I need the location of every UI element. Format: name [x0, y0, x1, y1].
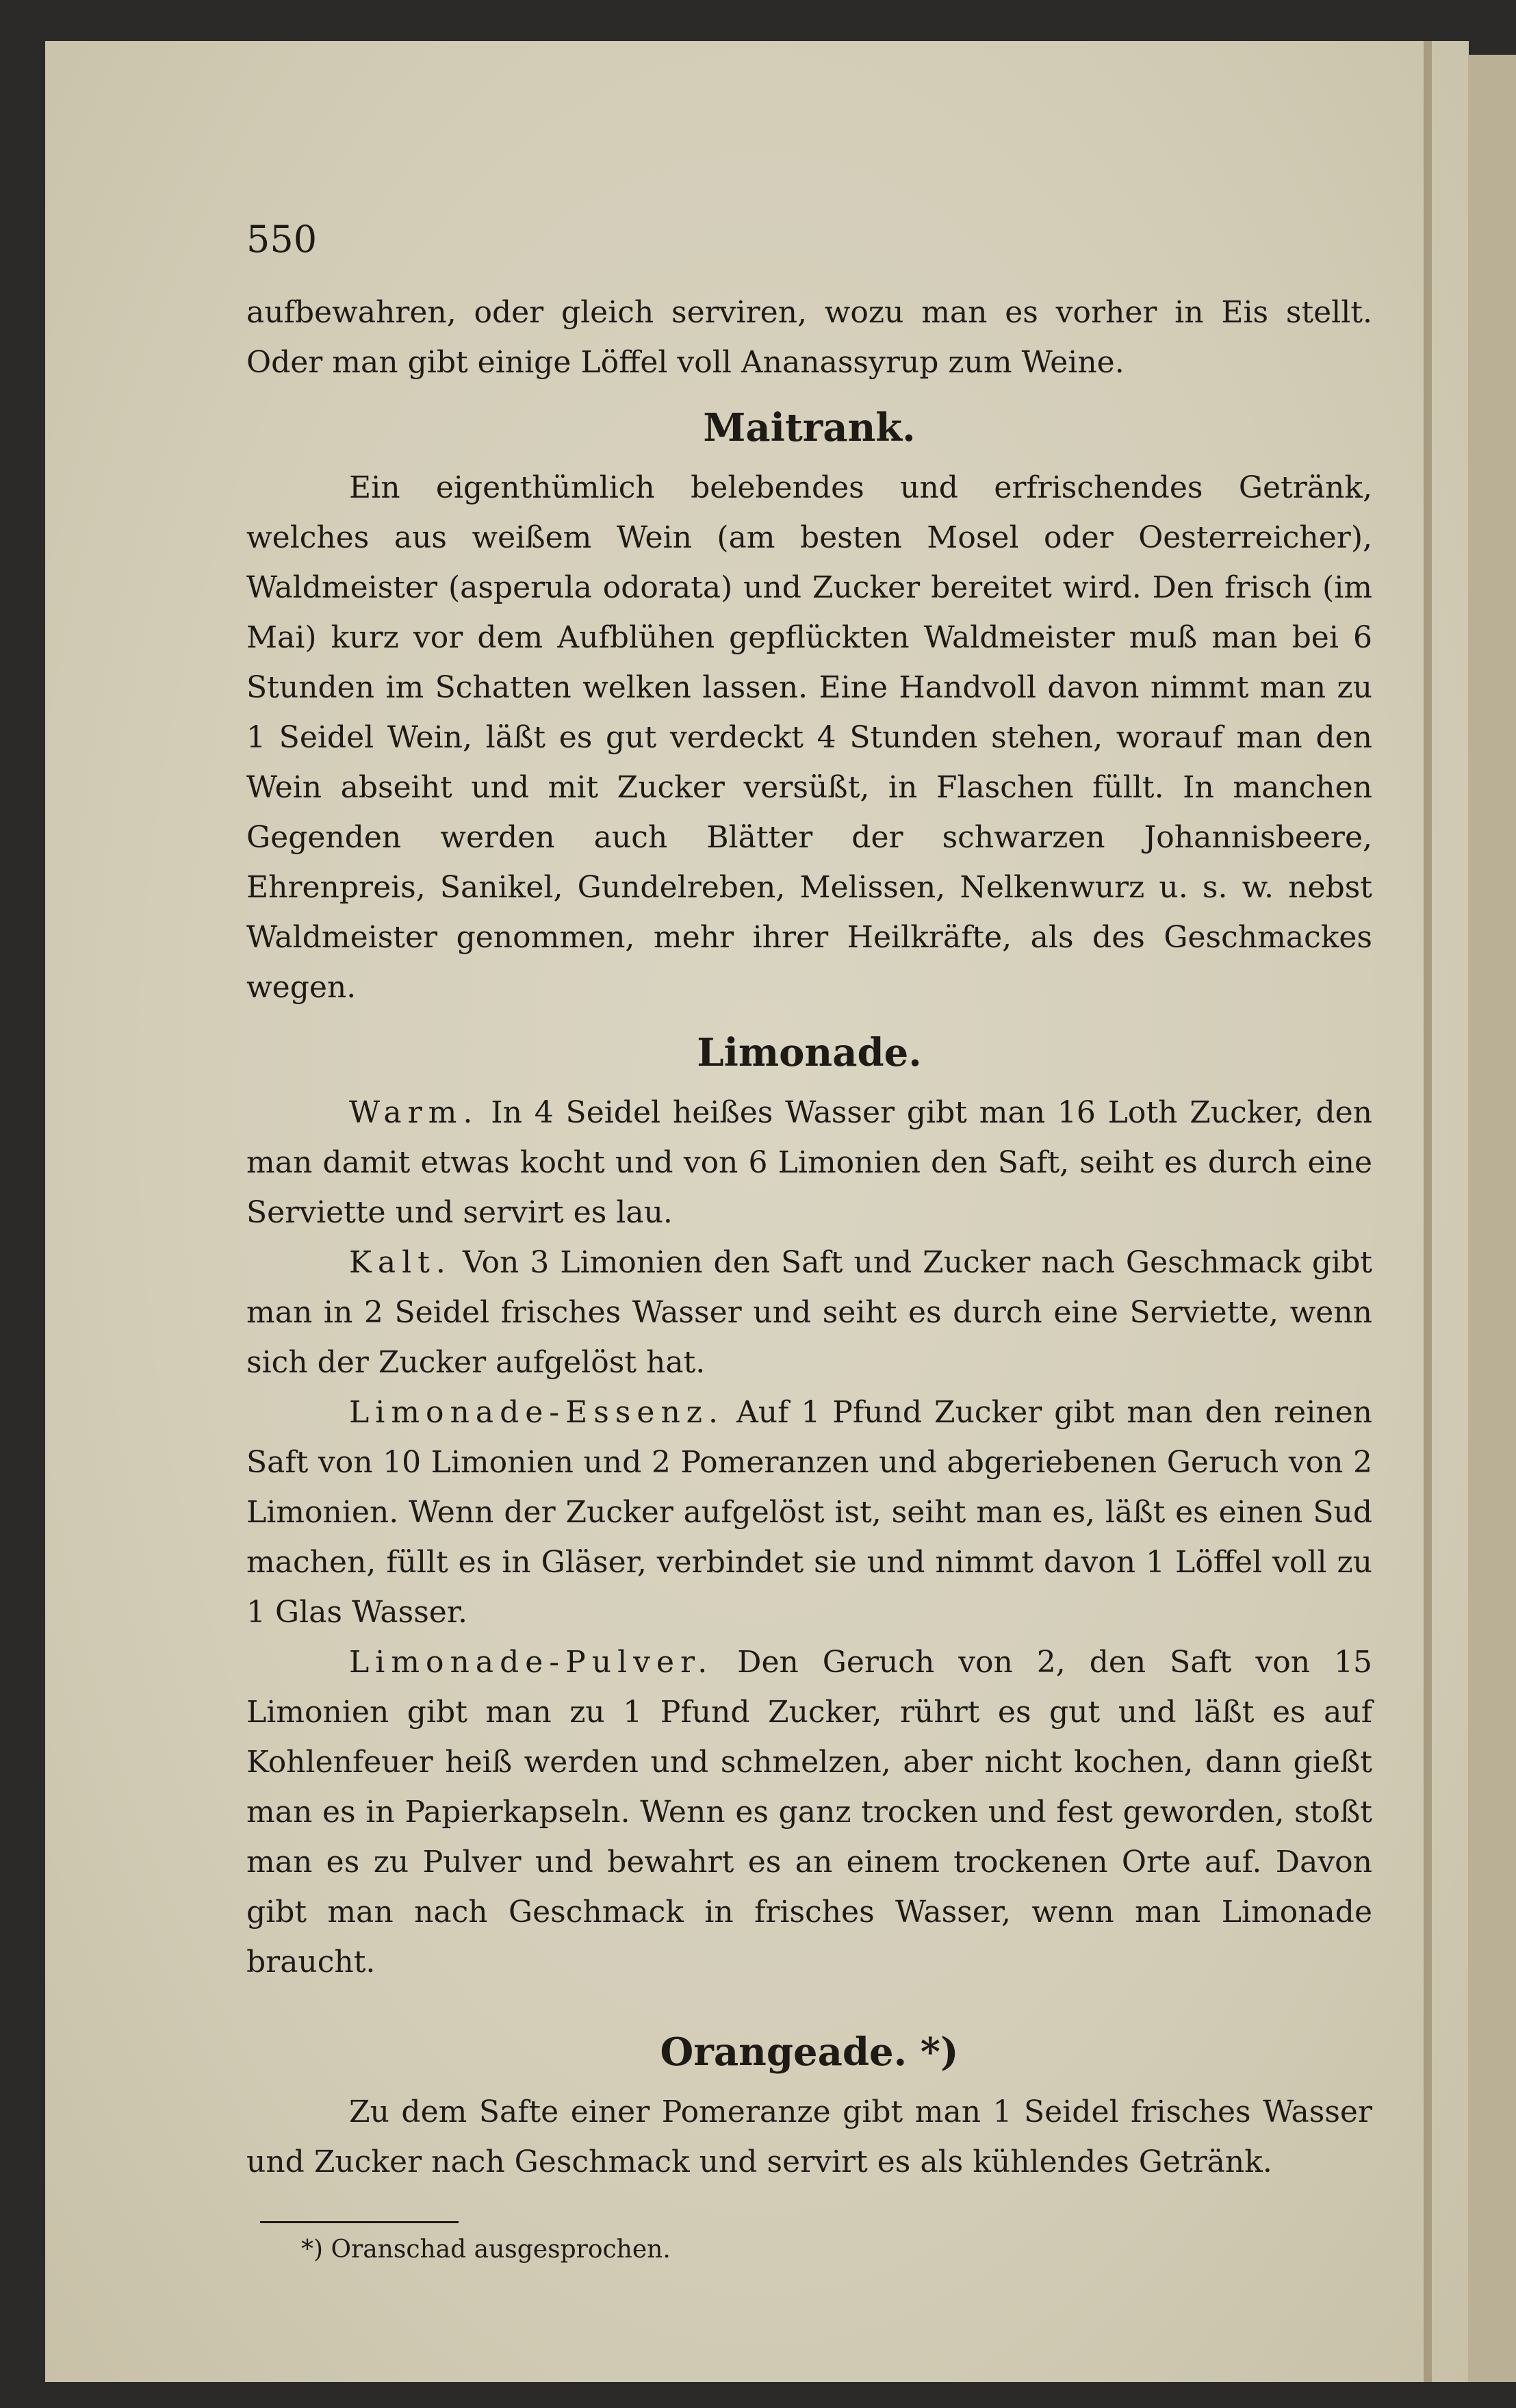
limonade-essenz-text: Auf 1 Pfund Zucker gibt man den reinen Saft von 10 Limonien und 2 Pomeranzen und abgeriebenen Geruch von 2 Limonien. Wenn der Zucker aufgelöst ist, seiht man es, läßt es einen Sud machen, füllt es in Gläser, verbindet sie und nimmt davon 1 Löffel voll zu 1 Glas Wasser.	[246, 1395, 1372, 1630]
limonade-essenz-label: Limonade-Essenz.	[349, 1395, 724, 1430]
limonade-pulver-label: Limonade-Pulver.	[349, 1645, 714, 1680]
next-page-edge	[1468, 55, 1516, 2382]
limonade-kalt-paragraph	[246, 1238, 1372, 1387]
heading-orangeade: Orangeade. *)	[660, 2029, 959, 2075]
limonade-warm-text: In 4 Seidel heißes Wasser gibt man 16 Loth Zucker, den man damit etwas kocht und von 6 Limonien den Saft, seiht es durch eine Serviette und servirt es lau.	[246, 1095, 1372, 1230]
orangeade-paragraph: Zu dem Safte einer Pomeranze gibt man 1 Seidel frisches Wasser und Zucker nach Geschmack und servirt es als kühlendes Getränk.	[246, 2095, 1372, 2179]
book-gutter	[1424, 41, 1432, 2382]
limonade-warm-label: Warm.	[349, 1095, 479, 1130]
heading-limonade: Limonade.	[697, 1030, 922, 1075]
limonade-essenz-paragraph	[246, 1387, 1372, 1637]
footnote: *) Oranschad ausgesprochen.	[301, 2236, 671, 2264]
heading-maitrank: Maitrank.	[703, 405, 916, 450]
limonade-kalt-label: Kalt.	[349, 1245, 452, 1280]
intro-paragraph: aufbewahren, oder gleich serviren, wozu man es vorher in Eis stellt. Oder man gibt einige Löffel voll Ananassyrup zum Weine.	[246, 295, 1372, 380]
maitrank-paragraph: Ein eigenthümlich belebendes und erfrischendes Getränk, welches aus weißem Wein (am besten Mosel oder Oesterreicher), Waldmeister (asperula odorata) und Zucker bereitet wird. Den frisch (im Mai) kurz vor dem Aufblühen gepflückten Waldmeister muß man bei 6 Stunden im Schatten welken lassen. Eine Handvoll davon nimmt man zu 1 Seidel Wein, läßt es gut verdeckt 4 Stunden stehen, worauf man den Wein abseiht und mit Zucker versüßt, in Flaschen füllt. In manchen Gegenden werden auch Blätter der schwarzen Johannisbeere, Ehrenpreis, Sanikel, Gundelreben, Melissen, Nelkenwurz u. s. w. nebst Waldmeister genommen, mehr ihrer Heilkräfte, als des Geschmackes wegen.	[246, 470, 1372, 1005]
footnote-rule	[260, 2221, 459, 2223]
limonade-kalt-text: Von 3 Limonien den Saft und Zucker nach Geschmack gibt man in 2 Seidel frisches Wasser und seiht es durch eine Serviette, wenn sich der Zucker aufgelöst hat.	[246, 1245, 1372, 1380]
limonade-pulver-text: Den Geruch von 2, den Saft von 15 Limonien gibt man zu 1 Pfund Zucker, rührt es gut und läßt es auf Kohlenfeuer heiß werden und schmelzen, aber nicht kochen, dann gießt man es in Papierkapseln. Wenn es ganz trocken und fest geworden, stoßt man es zu Pulver und bewahrt es an einem trockenen Orte auf. Davon gibt man nach Geschmack in frisches Wasser, wenn man Limonade braucht.	[246, 1645, 1372, 1980]
page-number: 550	[246, 218, 318, 261]
limonade-pulver-paragraph	[246, 1637, 1372, 1987]
limonade-warm-paragraph	[246, 1088, 1372, 1238]
page-body	[246, 219, 1372, 2267]
